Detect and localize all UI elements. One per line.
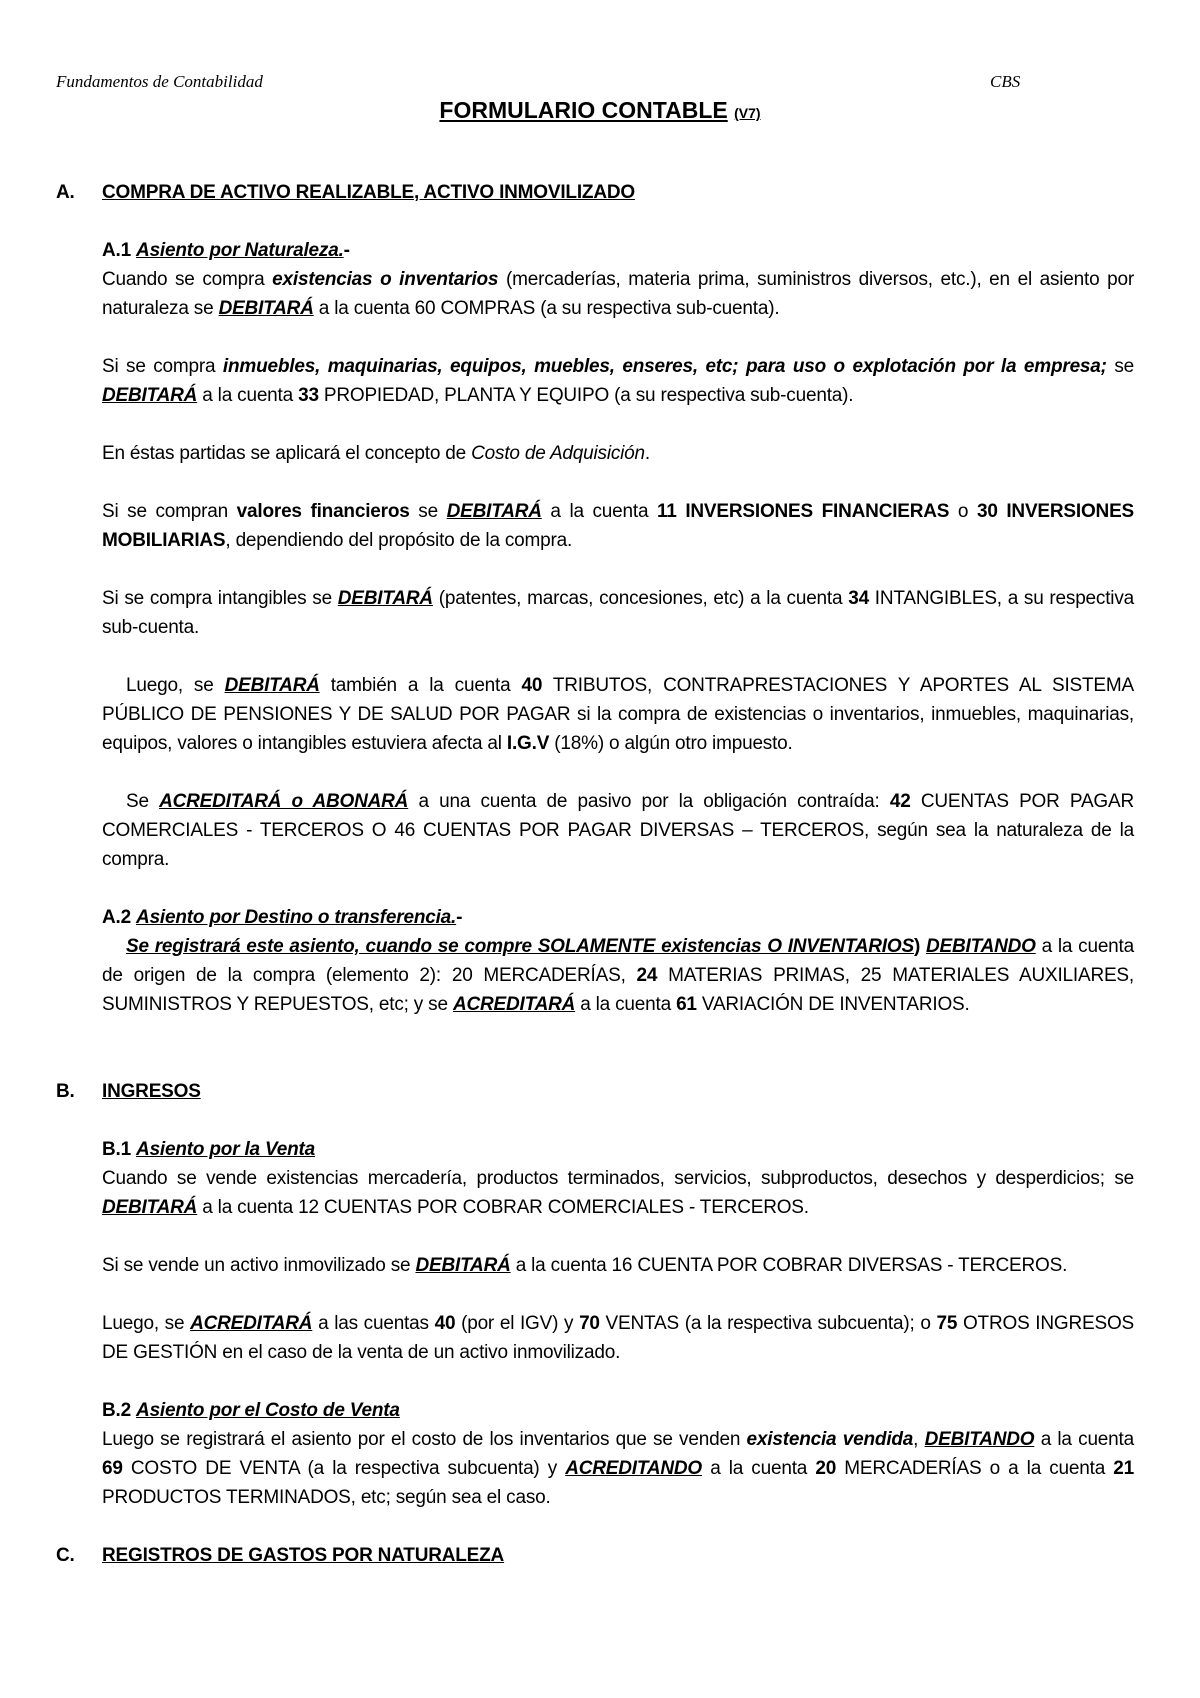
header-course: Fundamentos de Contabilidad xyxy=(56,72,263,91)
page-title xyxy=(0,97,1200,124)
section-b-heading xyxy=(56,1077,1134,1106)
paragraph: Luego, se ACREDITARÁ a las cuentas 40 (por el IGV) y 70 VENTAS (a la respectiva subcuenta); o 75 OTROS INGRESOS DE GESTIÓN en el caso de la venta de un activo inmovilizado. xyxy=(102,1313,1134,1363)
paragraph: Luego se registrará el asiento por el costo de los inventarios que se venden existencia vendida, DEBITANDO a la cuenta 69 COSTO DE VENTA (a la respectiva subcuenta) y ACREDITANDO a la cuenta 20 MERCADERÍAS o a la cuenta 21 PRODUCTOS TERMINADOS, etc; según sea el caso. xyxy=(102,1429,1135,1508)
subsection-b2-heading: B.2 Asiento por el Costo de Venta xyxy=(102,1400,400,1421)
paragraph: Cuando se vende existencias mercadería, productos terminados, servicios, subproductos, desechos y desperdicios; se DEBITARÁ a la cuenta 12 CUENTAS POR COBRAR COMERCIALES - TERCEROS. xyxy=(102,1168,1134,1218)
paragraph: Si se compra intangibles se DEBITARÁ (patentes, marcas, concesiones, etc) a la cuenta 34 INTANGIBLES, a su respectiva sub-cuenta. xyxy=(102,588,1134,638)
subsection-a2-heading: A.2 Asiento por Destino o transferencia.- xyxy=(102,907,463,928)
section-a-heading xyxy=(56,178,1134,207)
paragraph: Se ACREDITARÁ o ABONARÁ a una cuenta de pasivo por la obligación contraída: 42 CUENTAS POR PAGAR COMERCIALES - TERCEROS O 46 CUENTAS POR PAGAR DIVERSAS – TERCEROS, según sea la naturaleza de la compra. xyxy=(102,791,1134,870)
section-letter: C. xyxy=(56,1545,75,1566)
section-letter: B. xyxy=(56,1081,75,1102)
document-body xyxy=(56,178,1135,1570)
paragraph: Se registrará este asiento, cuando se compre SOLAMENTE existencias O INVENTARIOS) DEBITANDO a la cuenta de origen de la compra (elemento 2): 20 MERCADERÍAS, 24 MATERIAS PRIMAS, 25 MATERIALES AUXILIARES, SUMINISTROS Y REPUESTOS, etc; y se ACREDITARÁ a la cuenta 61 VARIACIÓN DE INVENTARIOS. xyxy=(102,936,1134,1015)
paragraph: Cuando se compra existencias o inventarios (mercaderías, materia prima, suministros diversos, etc.), en el asiento por naturaleza se DEBITARÁ a la cuenta 60 COMPRAS (a su respectiva sub-cuenta). xyxy=(102,269,1135,319)
section-letter: A. xyxy=(56,182,75,203)
section-c-heading xyxy=(56,1541,1134,1570)
paragraph: Luego, se DEBITARÁ también a la cuenta 40 TRIBUTOS, CONTRAPRESTACIONES Y APORTES AL SISTEMA PÚBLICO DE PENSIONES Y DE SALUD POR PAGAR si la compra de existencias o inventarios, inmuebles, maquinarias, equipos, valores o intangibles estuviera afecta al I.G.V (18%) o algún otro impuesto. xyxy=(102,675,1134,754)
section-title: COMPRA DE ACTIVO REALIZABLE, ACTIVO INMOVILIZADO xyxy=(102,182,635,203)
paragraph: En éstas partidas se aplicará el concepto de Costo de Adquisición. xyxy=(102,443,651,464)
paragraph: Si se compra inmuebles, maquinarias, equipos, muebles, enseres, etc; para uso o explotación por la empresa; se DEBITARÁ a la cuenta 33 PROPIEDAD, PLANTA Y EQUIPO (a su respectiva sub-cuenta). xyxy=(102,356,1134,406)
title-version: (V7) xyxy=(734,105,761,121)
section-title: REGISTROS DE GASTOS POR NATURALEZA xyxy=(102,1545,505,1566)
paragraph: Si se compran valores financieros se DEBITARÁ a la cuenta 11 INVERSIONES FINANCIERAS o 30 INVERSIONES MOBILIARIAS, dependiendo del propósito de la compra. xyxy=(102,501,1135,551)
paragraph: Si se vende un activo inmovilizado se DEBITARÁ a la cuenta 16 CUENTA POR COBRAR DIVERSAS - TERCEROS. xyxy=(102,1255,1068,1276)
subsection-b1-heading: B.1 Asiento por la Venta xyxy=(102,1139,316,1160)
header-author: CBS xyxy=(990,72,1021,91)
subsection-a1-heading: A.1 Asiento por Naturaleza.- xyxy=(102,240,350,261)
title-main: FORMULARIO CONTABLE xyxy=(439,97,728,123)
section-title: INGRESOS xyxy=(102,1081,201,1102)
